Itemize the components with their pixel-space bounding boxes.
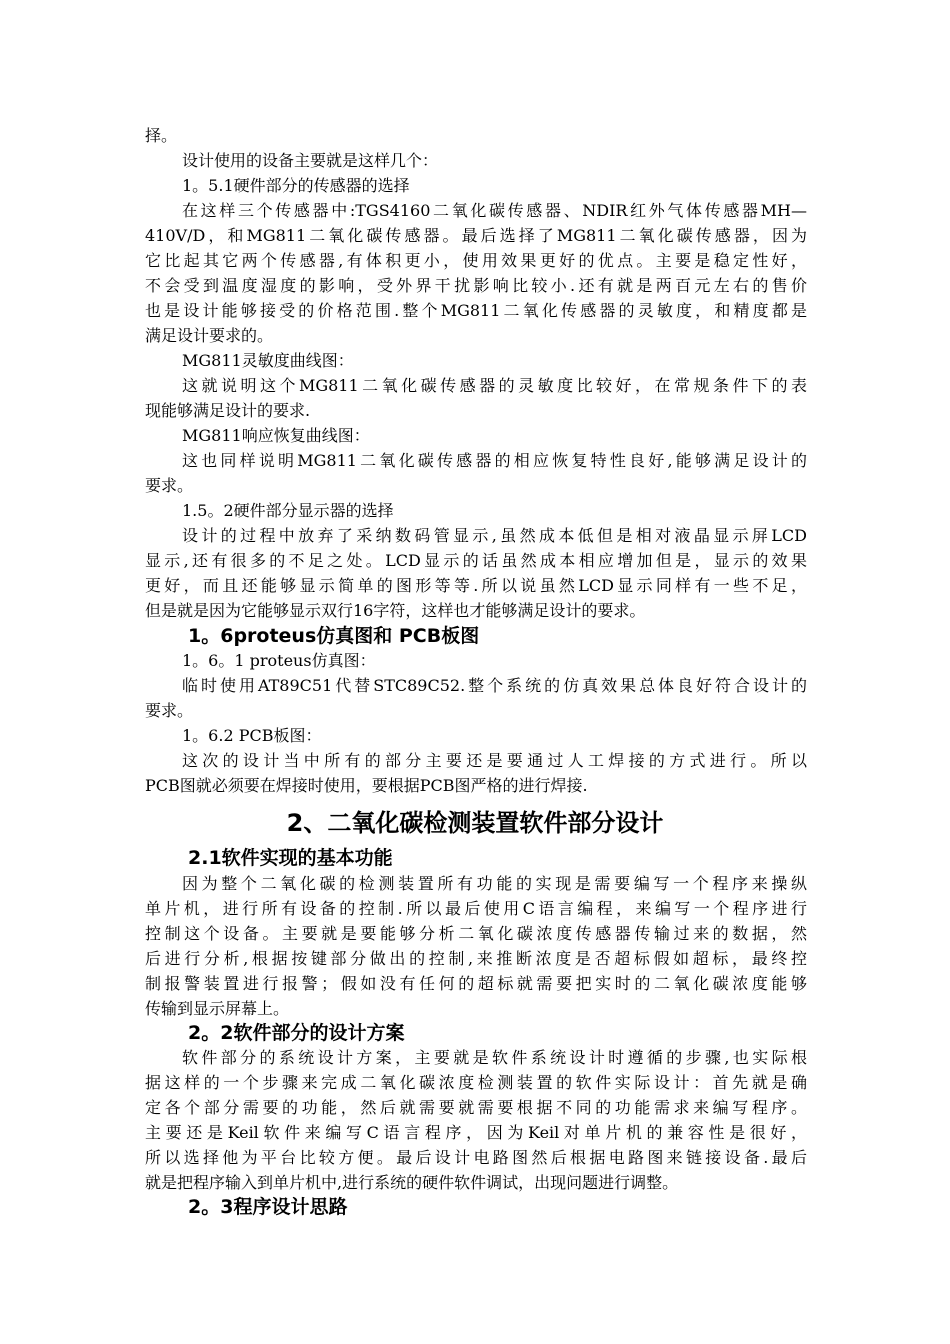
text-line: 但是就是因为它能够显示双行16字符，这样也才能够满足设计的要求。 [145, 601, 646, 620]
text-line: 软件部分的系统设计方案，主要就是软件系统设计时遵循的步骤,也实际根 [182, 1048, 807, 1067]
text-line: 控制这个设备。主要就是要能够分析二氧化碳浓度传感器传输过来的数据，然 [145, 924, 807, 943]
text-line: 临时使用AT89C51代替STC89C52.整个系统的仿真效果总体良好符合设计的 [182, 676, 807, 695]
text-line: 后进行分析,根据按键部分做出的控制,来推断浓度是否超标假如超标，最终控 [145, 949, 807, 968]
text-line: 就是把程序输入到单片机中,进行系统的硬件软件调试，出现问题进行调整。 [145, 1173, 679, 1192]
text-line: 所以选择他为平台比较方便。最后设计电路图然后根据电路图来链接设备.最后 [145, 1148, 807, 1167]
text-line: 设计使用的设备主要就是这样几个： [182, 151, 439, 170]
text-line: 也是设计能够接受的价格范围.整个MG811二氧化传感器的灵敏度，和精度都是 [145, 301, 807, 320]
text-line: 在这样三个传感器中:TGS4160二氧化碳传感器、NDIR红外气体传感器MH— [182, 201, 807, 220]
text-line: 要求。 [145, 476, 194, 495]
text-line: PCB图就必须要在焊接时使用，要根据PCB图严格的进行焊接. [145, 776, 588, 795]
text-line: 更好，而且还能够显示简单的图形等等.所以说虽然LCD显示同样有一些不足， [145, 576, 807, 595]
text-line: 它比起其它两个传感器,有体积更小，使用效果更好的优点。主要是稳定性好， [145, 251, 807, 270]
section-heading-1-6-1: 1。6。1 proteus仿真图： [182, 651, 376, 670]
figure-caption: MG811灵敏度曲线图： [182, 351, 354, 370]
section-heading-2-3: 2。3程序设计思路 [188, 1196, 348, 1218]
chapter-heading-2: 2、二氧化碳检测装置软件部分设计 [286, 809, 664, 837]
text-line: 这也同样说明MG811二氧化碳传感器的相应恢复特性良好,能够满足设计的 [182, 451, 807, 470]
text-line: 410V/D，和MG811二氧化碳传感器。最后选择了MG811二氧化碳传感器，因为 [145, 226, 807, 245]
text-line: 现能够满足设计的要求. [145, 401, 311, 420]
text-line: 据这样的一个步骤来完成二氧化碳浓度检测装置的软件实际设计：首先就是确 [145, 1073, 807, 1092]
section-heading-1-6: 1。6proteus仿真图和 PCB板图 [188, 625, 480, 647]
section-heading-2-1: 2.1软件实现的基本功能 [188, 847, 393, 869]
text-line: 单片机，进行所有设备的控制.所以最后使用C语言编程，来编写一个程序进行 [145, 899, 807, 918]
text-line: 传输到显示屏幕上。 [145, 999, 290, 1018]
text-line: 定各个部分需要的功能，然后就需要就需要根据不同的功能需求来编写程序。 [145, 1098, 807, 1117]
text-line: 主要还是Keil软件来编写C语言程序，因为Keil对单片机的兼容性是很好， [145, 1123, 807, 1142]
text-line: 要求。 [145, 701, 194, 720]
text-line: 制报警装置进行报警；假如没有任何的超标就需要把实时的二氧化碳浓度能够 [145, 974, 807, 993]
text-line: 因为整个二氧化碳的检测装置所有功能的实现是需要编写一个程序来操纵 [182, 874, 807, 893]
section-heading-1-6-2: 1。6.2 PCB板图： [182, 726, 322, 745]
figure-caption: MG811响应恢复曲线图： [182, 426, 370, 445]
text-line: 满足设计要求的。 [145, 326, 274, 345]
section-heading-1-5-1: 1。5.1硬件部分的传感器的选择 [182, 176, 410, 195]
text-line: 这次的设计当中所有的部分主要还是要通过人工焊接的方式进行。所以 [182, 751, 807, 770]
text-line: 这就说明这个MG811二氧化碳传感器的灵敏度比较好，在常规条件下的表 [182, 376, 807, 395]
text-line: 设计的过程中放弃了采纳数码管显示,虽然成本低但是相对液晶显示屏LCD [182, 526, 807, 545]
text-line: 显示,还有很多的不足之处。LCD显示的话虽然成本相应增加但是，显示的效果 [145, 551, 807, 570]
section-heading-2-2: 2。2软件部分的设计方案 [188, 1022, 405, 1044]
section-heading-1-5-2: 1.5。2硬件部分显示器的选择 [182, 501, 394, 520]
text-line: 不会受到温度湿度的影响，受外界干扰影响比较小.还有就是两百元左右的售价 [145, 276, 807, 295]
text-line: 择。 [145, 126, 178, 145]
